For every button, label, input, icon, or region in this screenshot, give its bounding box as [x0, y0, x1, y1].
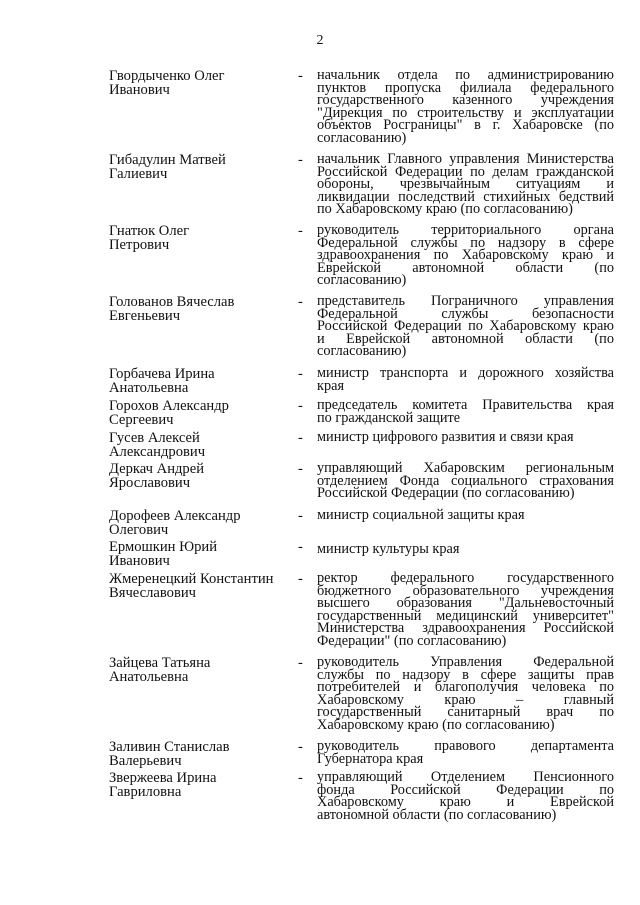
name-line: Иванович — [109, 553, 170, 569]
person-position — [317, 224, 614, 287]
position-line: Министерства здравоохранения Российской — [317, 620, 614, 637]
person-name — [109, 656, 289, 684]
position-line: согласованию) — [317, 129, 407, 146]
separator-dash: - — [298, 398, 303, 414]
position-line: ликвидации последствий стихийных бедствий — [317, 188, 614, 205]
position-line: Губернатора края — [317, 750, 424, 767]
position-line: Российской Федерации по делам гражданской — [317, 163, 614, 180]
name-line: Звержеева Ирина — [109, 770, 217, 786]
name-line: Заливин Станислав — [109, 739, 230, 755]
person-name — [109, 771, 289, 799]
position-line: автономной области (по согласованию) — [317, 806, 557, 823]
name-line: Валерьевич — [109, 753, 182, 769]
name-line: Гавриловна — [109, 784, 182, 800]
person-position — [317, 771, 614, 821]
position-line: Хабаровскому краю и Еврейской — [317, 794, 614, 811]
person-position — [317, 69, 614, 145]
person-name — [109, 295, 289, 323]
person-name — [109, 509, 289, 537]
person-position — [317, 431, 614, 444]
name-line: Анатольевна — [109, 380, 189, 396]
person-position — [317, 543, 614, 556]
person-position — [317, 572, 614, 648]
position-line: руководитель территориального органа — [317, 222, 614, 238]
name-line: Петрович — [109, 237, 170, 253]
position-line: Федеральной службы по надзору в сфере — [317, 234, 614, 251]
person-name — [109, 69, 289, 97]
position-line: высшего образования "Дальневосточный — [317, 595, 614, 612]
position-line: отделением Фонда социального страхования — [317, 472, 614, 489]
name-line: Голованов Вячеслав — [109, 294, 235, 310]
separator-dash: - — [298, 430, 303, 446]
name-line: Деркач Андрей — [109, 461, 205, 477]
name-line: Гвордыченко Олег — [109, 68, 225, 84]
page-number: 2 — [316, 33, 324, 48]
name-line: Олегович — [109, 522, 169, 538]
position-line: "Дирекция по строительству и эксплуатации — [317, 104, 614, 121]
person-name — [109, 540, 289, 568]
name-line: Вячеславович — [109, 585, 196, 601]
name-line: Горбачева Ирина — [109, 366, 215, 382]
position-line: объектов Росграницы" в г. Хабаровске (по — [317, 117, 614, 134]
position-line: здравоохранения по Хабаровскому краю и — [317, 247, 614, 264]
person-position — [317, 740, 614, 765]
separator-dash: - — [298, 294, 303, 310]
position-line: министр культуры края — [317, 541, 460, 557]
position-line: Хабаровскому краю – главный — [317, 691, 614, 708]
person-position — [317, 656, 614, 732]
position-line: согласованию) — [317, 272, 407, 289]
person-position — [317, 367, 614, 392]
separator-dash: - — [298, 152, 303, 168]
person-name — [109, 462, 289, 490]
name-line: Евгеньевич — [109, 308, 181, 324]
position-line: управляющий Хабаровским региональным — [317, 460, 614, 476]
separator-dash: - — [298, 539, 303, 555]
person-position — [317, 509, 614, 522]
position-line: и Еврейской автономной области (по — [317, 330, 614, 347]
position-line: управляющий Отделением Пенсионного — [317, 769, 614, 785]
position-line: по Хабаровскому краю (по согласованию) — [317, 201, 573, 218]
separator-dash: - — [298, 770, 303, 786]
name-line: Жмеренецкий Константин — [109, 571, 274, 587]
person-name — [109, 572, 289, 600]
position-line: представитель Пограничного управления — [317, 293, 614, 309]
position-line: согласованию) — [317, 343, 407, 360]
separator-dash: - — [298, 366, 303, 382]
position-line: пунктов пропуска филиала федерального — [317, 79, 614, 96]
person-name — [109, 740, 289, 768]
position-line: Еврейской автономной области (по — [317, 259, 614, 276]
position-line: руководитель Управления Федеральной — [317, 654, 614, 670]
position-line: министр цифрового развития и связи края — [317, 429, 574, 445]
name-line: Гибадулин Матвей — [109, 152, 226, 168]
person-position — [317, 462, 614, 500]
position-line: государственного казенного учреждения — [317, 92, 614, 109]
name-line: Ермошкин Юрий — [109, 539, 218, 555]
position-line: фонда Российской Федерации по — [317, 781, 614, 798]
separator-dash: - — [298, 571, 303, 587]
name-line: Галиевич — [109, 166, 168, 182]
position-line: начальник отдела по администрированию — [317, 67, 614, 83]
position-line: государственный санитарный врач по — [317, 704, 614, 721]
person-name — [109, 153, 289, 181]
person-position — [317, 399, 614, 424]
person-position — [317, 153, 614, 216]
name-line: Александрович — [109, 444, 206, 460]
person-position — [317, 295, 614, 358]
name-line: Гнатюк Олег — [109, 223, 190, 239]
position-line: начальник Главного управления Министерства — [317, 151, 614, 167]
separator-dash: - — [298, 68, 303, 84]
name-line: Иванович — [109, 82, 170, 98]
person-name — [109, 431, 289, 459]
position-line: обороны, чрезвычайным ситуациям и — [317, 176, 614, 193]
name-line: Анатольевна — [109, 669, 189, 685]
position-line: по гражданской защите — [317, 409, 461, 426]
position-line: Российской Федерации по Хабаровскому краю — [317, 318, 614, 335]
position-line: председатель комитета Правительства края — [317, 397, 614, 413]
position-line: Хабаровскому краю (по согласованию) — [317, 716, 555, 733]
separator-dash: - — [298, 461, 303, 477]
name-line: Горохов Александр — [109, 398, 229, 414]
separator-dash: - — [298, 739, 303, 755]
person-name — [109, 367, 289, 395]
position-line: ректор федерального государственного — [317, 570, 614, 586]
person-name — [109, 399, 289, 427]
separator-dash: - — [298, 655, 303, 671]
position-line: руководитель правового департамента — [317, 738, 614, 754]
position-line: министр социальной защиты края — [317, 507, 525, 523]
position-line: министр транспорта и дорожного хозяйства — [317, 365, 614, 381]
name-line: Гусев Алексей — [109, 430, 200, 446]
name-line: Зайцева Татьяна — [109, 655, 211, 671]
person-name — [109, 224, 289, 252]
position-line: бюджетного образовательного учреждения — [317, 582, 614, 599]
position-line: государственный медицинский университет" — [317, 607, 614, 624]
name-line: Ярославович — [109, 475, 191, 491]
separator-dash: - — [298, 223, 303, 239]
position-line: Федерации" (по согласованию) — [317, 632, 507, 649]
name-line: Дорофеев Александр — [109, 508, 241, 524]
position-line: службы по надзору в сфере защиты прав — [317, 666, 614, 683]
position-line: Российской Федерации (по согласованию) — [317, 485, 575, 502]
position-line: Федеральной службы безопасности — [317, 305, 614, 322]
name-line: Сергеевич — [109, 412, 174, 428]
position-line: края — [317, 377, 345, 394]
separator-dash: - — [298, 508, 303, 524]
position-line: потребителей и благополучия человека по — [317, 679, 614, 696]
